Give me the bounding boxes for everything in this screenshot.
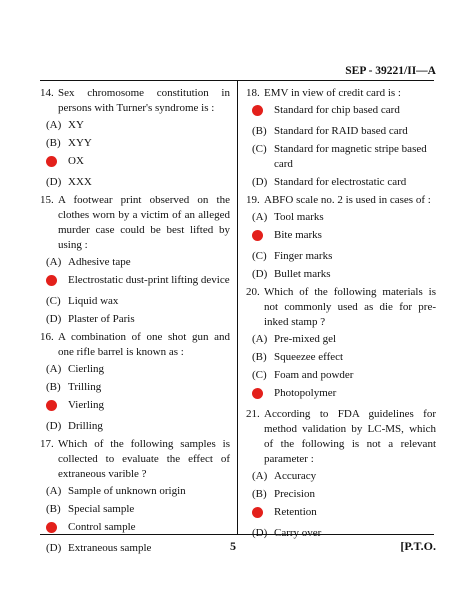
option-text: Special sample [68,503,135,515]
option-text: Bullet marks [274,268,331,280]
option-text: XY [68,119,84,131]
option-text: Foam and powder [274,369,354,381]
option-list [40,362,230,434]
red-dot-icon [46,400,57,411]
option-text: Sample of unknown origin [68,485,186,497]
red-dot-icon [252,388,263,399]
answer-option[interactable] [246,175,436,190]
option-label: (D) [46,313,62,325]
option-list [40,118,230,190]
option-label: (D) [46,542,62,554]
option-list [40,484,230,556]
option-text: Adhesive tape [68,256,131,268]
option-text: Extraneous sample [68,542,152,554]
answer-option[interactable] [40,136,230,151]
answer-option[interactable] [40,294,230,309]
option-text: Drilling [68,420,103,432]
question-block [40,437,230,556]
answer-option[interactable] [40,312,230,327]
answer-option[interactable] [40,362,230,377]
option-text: Standard for electrostatic card [274,176,407,188]
question-text: According to FDA guidelines for method validation by LC-MS, which of the following is not a relevant parameter : [264,408,436,465]
question-block [246,407,436,541]
answer-option[interactable] [246,142,436,172]
question-block [40,86,230,190]
option-label: (B) [252,488,267,500]
option-label: (B) [46,503,61,515]
option-label: (A) [46,256,62,268]
question-text: Which of the following samples is collected to evaluate the effect of extraneous varible ? [58,438,230,480]
option-list [246,103,436,190]
option-label: (C) [252,143,267,155]
question-number: 15. [40,194,54,206]
answer-option[interactable] [246,267,436,282]
answer-option[interactable] [40,398,230,416]
question-number: 21. [246,408,260,420]
right-column [246,84,436,544]
option-text: Pre-mixed gel [274,333,337,345]
selected-answer-marker-icon [46,154,68,172]
option-label: (A) [252,470,268,482]
selected-answer-marker-icon [46,520,68,538]
selected-answer-marker-icon [252,228,274,246]
option-text: Accuracy [274,470,317,482]
option-text: Liquid wax [68,295,119,307]
selected-answer-marker-icon [252,505,274,523]
option-label: (A) [46,119,62,131]
question-number: 14. [40,87,54,99]
option-text: Electrostatic dust-print lifting device [68,274,230,286]
option-text: Retention [274,506,317,518]
question-row [40,437,230,482]
red-dot-icon [252,230,263,241]
answer-option[interactable] [246,368,436,383]
option-label: (B) [252,125,267,137]
option-label: (B) [46,381,61,393]
option-label: (C) [46,295,61,307]
answer-option[interactable] [246,469,436,484]
option-text: Precision [274,488,315,500]
option-text: Photopolymer [274,387,337,399]
answer-option[interactable] [40,273,230,291]
option-text: Carry over [274,527,322,539]
selected-answer-marker-icon [252,103,274,121]
option-label: (D) [46,176,62,188]
option-text: XXX [68,176,92,188]
question-block [246,86,436,190]
option-text: Plaster of Paris [68,313,135,325]
answer-option[interactable] [246,124,436,139]
question-block [40,193,230,327]
answer-option[interactable] [246,350,436,365]
question-number: 20. [246,286,260,298]
question-block [246,193,436,282]
question-block [246,285,436,404]
option-label: (B) [46,137,61,149]
red-dot-icon [46,156,57,167]
answer-option[interactable] [246,249,436,264]
option-text: Finger marks [274,250,333,262]
answer-option[interactable] [40,380,230,395]
option-label: (C) [252,369,267,381]
question-row [246,86,436,101]
question-row [40,193,230,253]
question-number: 18. [246,87,260,99]
option-text: Control sample [68,521,136,533]
option-text: Vierling [68,399,104,411]
option-label: (B) [252,351,267,363]
option-text: Bite marks [274,229,322,241]
answer-option[interactable] [246,228,436,246]
option-label: (A) [252,333,268,345]
answer-option[interactable] [246,505,436,523]
option-label: (A) [46,485,62,497]
option-label: (A) [46,363,62,375]
left-column [40,84,230,559]
option-label: (D) [252,527,268,539]
answer-option[interactable] [40,541,230,556]
question-row [246,193,436,208]
red-dot-icon [252,105,263,116]
red-dot-icon [46,522,57,533]
red-dot-icon [46,275,57,286]
pto-note: [P.T.O. [400,539,436,553]
option-text: Standard for magnetic stripe based card [274,143,427,170]
question-row [246,285,436,330]
option-list [246,210,436,282]
option-text: Standard for chip based card [274,104,400,116]
paper-code: SEP - 39221/II—A [345,65,436,77]
question-row [246,407,436,467]
answer-option[interactable] [40,419,230,434]
option-text: Tool marks [274,211,324,223]
answer-option[interactable] [40,502,230,517]
option-label: (A) [252,211,268,223]
question-text: Which of the following materials is not commonly used as die for pre-inked stamp ? [264,286,436,328]
answer-option[interactable] [246,487,436,502]
selected-answer-marker-icon [46,398,68,416]
question-text: A footwear print observed on the clothes worn by a victim of an alleged murder case could be best lifted by using : [58,194,230,251]
option-text: Cierling [68,363,105,375]
selected-answer-marker-icon [252,386,274,404]
answer-option[interactable] [246,332,436,347]
question-row [40,330,230,360]
answer-option[interactable] [40,154,230,172]
question-number: 19. [246,194,260,206]
option-label: (C) [252,250,267,262]
option-label: (D) [252,176,268,188]
question-text: A combination of one shot gun and one rifle barrel is known as : [58,331,230,358]
option-label: (D) [252,268,268,280]
option-text: Squeezee effect [274,351,344,363]
question-number: 16. [40,331,54,343]
answer-option[interactable] [40,484,230,499]
selected-answer-marker-icon [46,273,68,291]
option-list [246,469,436,541]
option-text: Standard for RAID based card [274,125,408,137]
option-text: XYY [68,137,92,149]
column-divider [237,80,238,534]
page-number: 5 [230,539,236,553]
question-text: ABFO scale no. 2 is used in cases of : [264,194,431,206]
question-number: 17. [40,438,54,450]
answer-option[interactable] [246,103,436,121]
answer-option[interactable] [40,118,230,133]
answer-option[interactable] [40,175,230,190]
question-text: Sex chromosome constitution in persons with Turner's syndrome is : [58,87,230,114]
option-text: Trilling [68,381,102,393]
red-dot-icon [252,507,263,518]
answer-option[interactable] [246,386,436,404]
option-list [246,332,436,404]
question-text: EMV in view of credit card is : [264,87,401,99]
answer-option[interactable] [246,210,436,225]
question-row [40,86,230,116]
answer-option[interactable] [40,520,230,538]
question-block [40,330,230,434]
option-text: OX [68,155,84,167]
option-list [40,255,230,327]
option-label: (D) [46,420,62,432]
answer-option[interactable] [40,255,230,270]
